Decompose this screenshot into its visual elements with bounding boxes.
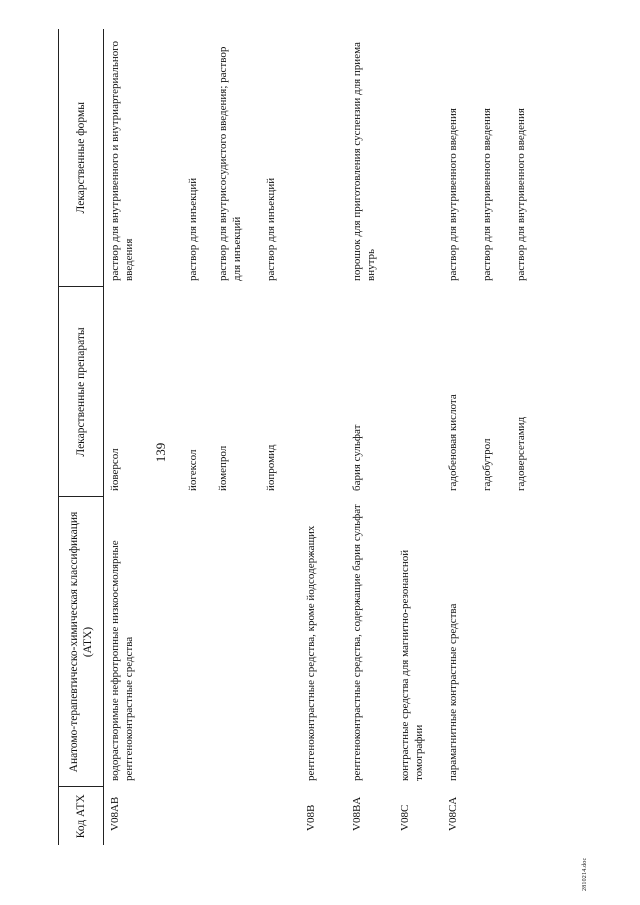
classification-cell: рентгеноконтрастные средства, содержащие бария сульфат [350,504,363,781]
drug-cell [394,287,442,497]
dosage-form-cell [394,29,442,287]
table-row [212,29,260,845]
drug-cell: йопромид [264,444,277,491]
atc-code-cell [212,787,260,845]
classification-cell: контрастные средства для магнитно-резонансной томографии [398,549,425,781]
atc-code-cell [476,787,510,845]
header-dosage-forms: Лекарственные формы [59,29,104,287]
drug-cell: йогексол [186,449,199,491]
drug-cell: гадобутрол [480,438,493,491]
classification-cell [182,497,212,787]
table-row [510,29,540,845]
dosage-form-cell: раствор для внутрисосудистого введения; раствор для инъекций [216,46,243,281]
table-row [346,29,394,845]
drug-cell [300,287,346,497]
atc-code-cell [182,787,212,845]
atc-code-cell: V08B [304,804,317,831]
table-row [476,29,510,845]
classification-cell [260,497,300,787]
header-drugs: Лекарственные препараты [59,287,104,497]
footer-document-code: 2810214.doc [582,857,588,891]
atc-code-cell [510,787,540,845]
table-row [442,29,476,845]
atc-code-cell: V08C [398,804,411,831]
atc-table [58,29,540,845]
table-row [182,29,212,845]
dosage-form-cell [300,29,346,287]
classification-cell [476,497,510,787]
header-atc-code: Код АТХ [59,787,104,845]
atc-code-cell: V08BA [350,796,363,831]
drug-cell: бария сульфат [350,424,363,491]
classification-cell: рентгеноконтрастные средства, кроме йодсодержащих [304,525,317,781]
dosage-form-cell: раствор для инъекций [264,177,277,281]
dosage-form-cell: раствор для внутривенного и внутриартериального введения [109,41,135,281]
dosage-form-cell: раствор для внутривенного введения [514,108,527,281]
dosage-form-cell: раствор для внутривенного введения [446,108,459,281]
classification-cell: водорастворимые нефротропные низкоосмолярные рентгеноконтрастные средства [109,540,135,781]
atc-code-cell: V08AB [109,796,121,831]
classification-cell [212,497,260,787]
drug-cell: гадоверсетамид [514,416,527,491]
classification-cell: парамагнитные контрастные средства [446,603,459,781]
page-number: 139 [153,442,168,463]
table-row [394,29,442,845]
atc-code-cell: V08CA [446,796,459,831]
drug-cell: гадобеновая кислота [446,394,459,491]
dosage-form-cell: раствор для инъекций [186,177,199,281]
table-row [260,29,300,845]
table-row [300,29,346,845]
drug-cell: йомепрол [216,445,229,491]
table-header-row [59,29,104,845]
atc-code-cell [260,787,300,845]
classification-cell [510,497,540,787]
drug-cell: йоверсол [109,448,121,491]
dosage-form-cell: порошок для приготовления суспензии для приема внутрь [350,42,377,281]
table-row [104,29,182,845]
dosage-form-cell: раствор для внутривенного введения [480,108,493,281]
header-atc-classification: Анатомо-терапевтическо-химическая классификация (АТХ) [59,497,104,787]
